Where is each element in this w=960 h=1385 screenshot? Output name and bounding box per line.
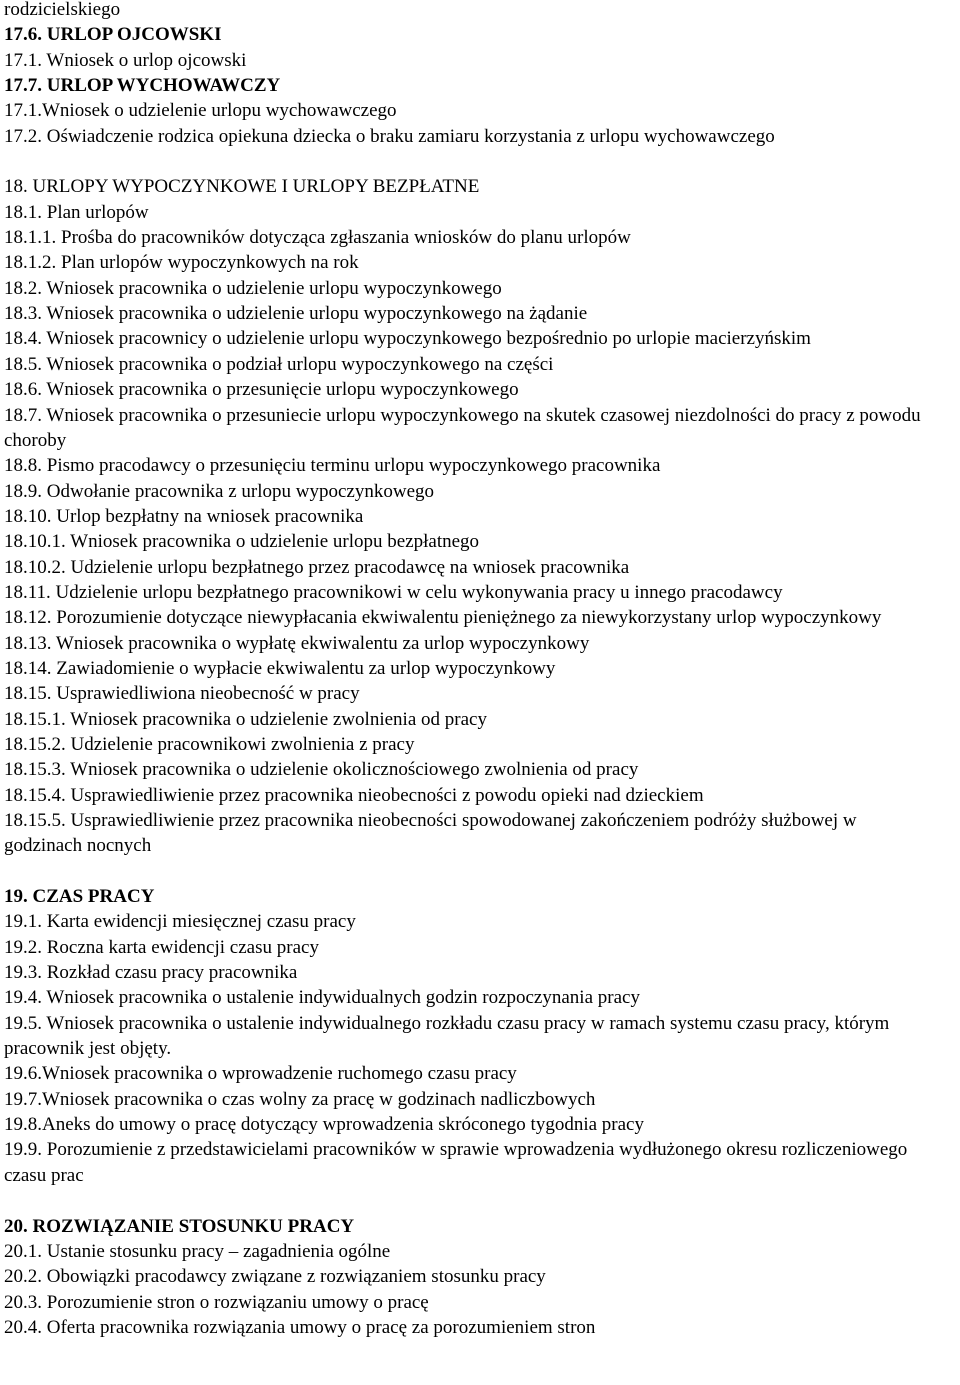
- toc-entry: 20.4. Oferta pracownika rozwiązania umowy o pracę za porozumieniem stron: [4, 1316, 596, 1338]
- section-heading-19: 19. CZAS PRACY: [4, 886, 155, 908]
- document-page: [4, 0, 958, 1340]
- toc-entry: 18.15.5. Usprawiedliwienie przez pracownika nieobecności spowodowanej zakończeniem podróży służbowej w godzinach nocnych: [4, 810, 857, 857]
- toc-entry: 18.7. Wniosek pracownika o przesuniecie urlopu wypoczynkowego na skutek czasowej niezdolności do pracy z powodu choroby: [4, 404, 921, 451]
- section-spacer: [4, 859, 958, 884]
- toc-entry: 18.9. Odwołanie pracownika z urlopu wypoczynkowego: [4, 480, 435, 502]
- toc-entry: 18.10.2. Udzielenie urlopu bezpłatnego przez pracodawcę na wniosek pracownika: [4, 556, 630, 578]
- section-heading-18: 18. URLOPY WYPOCZYNKOWE I URLOPY BEZPŁATNE: [4, 176, 480, 198]
- toc-entry: 18.4. Wniosek pracownicy o udzielenie urlopu wypoczynkowego bezpośrednio po urlopie macierzyńskim: [4, 328, 811, 350]
- toc-entry: 18.1. Plan urlopów: [4, 201, 149, 223]
- toc-entry: 18.15.1. Wniosek pracownika o udzielenie zwolnienia od pracy: [4, 708, 487, 730]
- toc-entry: 19.3. Rozkład czasu pracy pracownika: [4, 962, 298, 984]
- toc-entry: 18.5. Wniosek pracownika o podział urlopu wypoczynkowego na części: [4, 353, 554, 375]
- toc-entry: 17.1.Wniosek o udzielenie urlopu wychowawczego: [4, 100, 397, 122]
- section-heading-17-7: 17.7. URLOP WYCHOWAWCZY: [4, 75, 281, 97]
- toc-entry: 18.10. Urlop bezpłatny na wniosek pracownika: [4, 505, 364, 527]
- section-heading-17-6: 17.6. URLOP OJCOWSKI: [4, 24, 222, 46]
- toc-entry: 18.1.1. Prośba do pracowników dotycząca zgłaszania wniosków do planu urlopów: [4, 227, 631, 249]
- toc-entry: 19.7.Wniosek pracownika o czas wolny za pracę w godzinach nadliczbowych: [4, 1088, 596, 1110]
- toc-entry: 19.6.Wniosek pracownika o wprowadzenie ruchomego czasu pracy: [4, 1063, 517, 1085]
- section-heading-20: 20. ROZWIĄZANIE STOSUNKU PRACY: [4, 1215, 355, 1237]
- toc-entry: 18.11. Udzielenie urlopu bezpłatnego pracownikowi w celu wykonywania pracy u innego pracodawcy: [4, 581, 783, 603]
- toc-entry: 17.2. Oświadczenie rodzica opiekuna dziecka o braku zamiaru korzystania z urlopu wychowawczego: [4, 125, 775, 147]
- toc-entry: 19.4. Wniosek pracownika o ustalenie indywidualnych godzin rozpoczynania pracy: [4, 987, 640, 1009]
- toc-entry: 20.1. Ustanie stosunku pracy – zagadnienia ogólne: [4, 1240, 391, 1262]
- toc-entry: 20.2. Obowiązki pracodawcy związane z rozwiązaniem stosunku pracy: [4, 1266, 546, 1288]
- toc-entry: 18.1.2. Plan urlopów wypoczynkowych na rok: [4, 252, 359, 274]
- toc-entry: 19.2. Roczna karta ewidencji czasu pracy: [4, 936, 319, 958]
- toc-entry: 18.10.1. Wniosek pracownika o udzielenie urlopu bezpłatnego: [4, 531, 480, 553]
- section-spacer: [4, 1188, 958, 1213]
- toc-entry: 19.9. Porozumienie z przedstawicielami pracowników w sprawie wprowadzenia wydłużonego okresu rozliczeniowego czasu prac: [4, 1139, 908, 1186]
- toc-entry: 17.1. Wniosek o urlop ojcowski: [4, 49, 247, 71]
- toc-entry: 18.2. Wniosek pracownika o udzielenie urlopu wypoczynkowego: [4, 277, 502, 299]
- toc-entry: 18.13. Wniosek pracownika o wypłatę ekwiwalentu za urlop wypoczynkowy: [4, 632, 590, 654]
- toc-entry: 18.8. Pismo pracodawcy o przesunięciu terminu urlopu wypoczynkowego pracownika: [4, 455, 661, 477]
- toc-entry: 18.12. Porozumienie dotyczące niewypłacania ekwiwalentu pieniężnego za niewykorzystany urlop wypoczynkowy: [4, 607, 882, 629]
- toc-entry: 18.15.2. Udzielenie pracownikowi zwolnienia z pracy: [4, 733, 415, 755]
- section-spacer: [4, 149, 958, 174]
- toc-entry: 20.3. Porozumienie stron o rozwiązaniu umowy o pracę: [4, 1291, 429, 1313]
- toc-entry: 19.8.Aneks do umowy o pracę dotyczący wprowadzenia skróconego tygodnia pracy: [4, 1114, 644, 1136]
- toc-entry: 19.1. Karta ewidencji miesięcznej czasu pracy: [4, 911, 356, 933]
- toc-entry: 18.14. Zawiadomienie o wypłacie ekwiwalentu za urlop wypoczynkowy: [4, 657, 556, 679]
- toc-entry: 19.5. Wniosek pracownika o ustalenie indywidualnego rozkładu czasu pracy w ramach systemu czasu pracy, którym pracownik jest objęty.: [4, 1012, 890, 1060]
- toc-entry: 18.15. Usprawiedliwiona nieobecność w pracy: [4, 683, 360, 705]
- toc-entry: 18.6. Wniosek pracownika o przesunięcie urlopu wypoczynkowego: [4, 379, 519, 401]
- toc-entry: 18.15.3. Wniosek pracownika o udzielenie okolicznościowego zwolnienia od pracy: [4, 759, 639, 781]
- toc-entry: 18.15.4. Usprawiedliwienie przez pracownika nieobecności z powodu opieki nad dzieckiem: [4, 784, 704, 806]
- toc-entry: 18.3. Wniosek pracownika o udzielenie urlopu wypoczynkowego na żądanie: [4, 303, 588, 325]
- continuation-text: rodzicielskiego: [4, 0, 121, 20]
